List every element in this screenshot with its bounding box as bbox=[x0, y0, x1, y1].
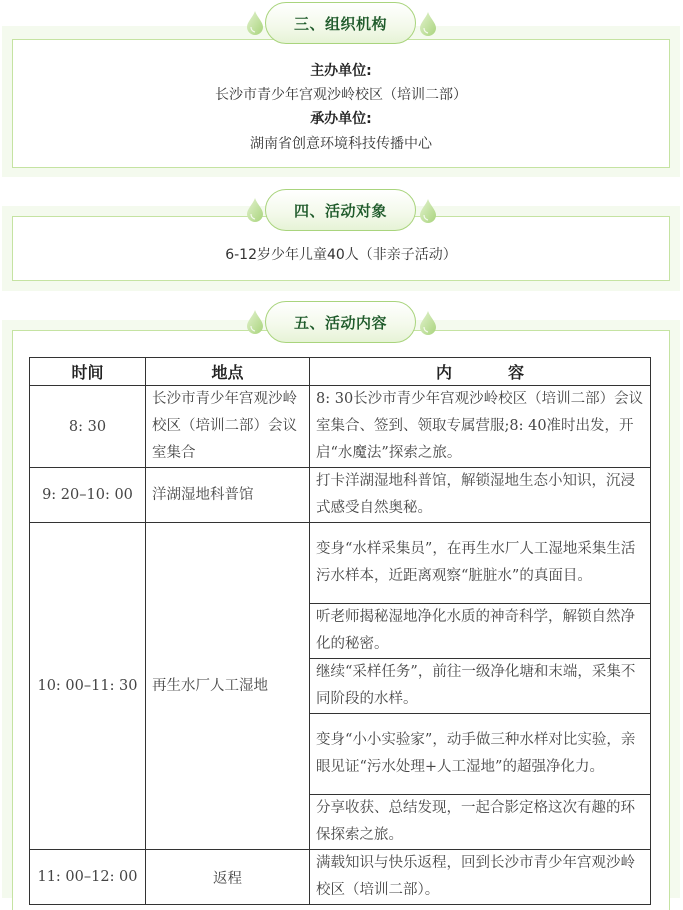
header-content bbox=[310, 358, 651, 386]
row-content: 8: 30长沙市青少年宫观沙岭校区（培训二部）会议室集合、签到、领取专属营服;8: 40准时出发，开启“水魔法”探索之旅。 bbox=[310, 386, 651, 468]
header-place: 地点 bbox=[146, 358, 310, 386]
section-title: 四、活动对象 bbox=[265, 189, 416, 231]
row-content: 打卡洋湖湿地科普馆，解锁湿地生态小知识，沉浸式感受自然奥秘。 bbox=[310, 468, 651, 523]
row-content: 分享收获、总结发现，一起合影定格这次有趣的环保探索之旅。 bbox=[310, 795, 651, 850]
droplet-icon bbox=[420, 311, 436, 335]
organizer-label: 承办单位: bbox=[310, 111, 372, 127]
row-time: 11: 00–12: 00 bbox=[30, 850, 146, 905]
header-content-a: 内 bbox=[435, 363, 452, 382]
section-title-badge bbox=[0, 189, 683, 235]
host-value: 长沙市青少年宫观沙岭校区（培训二部） bbox=[215, 87, 467, 103]
droplet-icon bbox=[420, 12, 436, 36]
table-row bbox=[30, 523, 651, 604]
droplet-icon bbox=[247, 310, 263, 334]
section-organization-box bbox=[12, 39, 670, 168]
host-label: 主办单位: bbox=[310, 63, 372, 79]
section-title-badge bbox=[0, 2, 683, 48]
row-content: 听老师揭秘湿地净化水质的神奇科学，解锁自然净化的秘密。 bbox=[310, 604, 651, 659]
row-content: 满载知识与快乐返程，回到长沙市青少年宫观沙岭校区（培训二部）。 bbox=[310, 850, 651, 905]
participants-text: 6-12岁少年儿童40人（非亲子活动） bbox=[225, 247, 457, 263]
row-time: 10: 00–11: 30 bbox=[30, 523, 146, 850]
table-row bbox=[30, 468, 651, 523]
table-header-row bbox=[30, 358, 651, 386]
row-content: 变身“小小实验家”，动手做三种水样对比实验，亲眼见证“污水处理+人工湿地”的超强净化力。 bbox=[310, 714, 651, 795]
row-time: 9: 20–10: 00 bbox=[30, 468, 146, 523]
row-place: 洋湖湿地科普馆 bbox=[146, 468, 310, 523]
section-title: 三、组织机构 bbox=[265, 2, 416, 44]
row-content: 变身“水样采集员”，在再生水厂人工湿地采集生活污水样本，近距离观察“脏脏水”的真面目。 bbox=[310, 523, 651, 604]
row-content: 继续“采样任务”，前往一级净化塘和末端，采集不同阶段的水样。 bbox=[310, 659, 651, 714]
schedule-table bbox=[29, 357, 651, 905]
droplet-icon bbox=[247, 198, 263, 222]
section-organization bbox=[2, 26, 680, 177]
table-row bbox=[30, 850, 651, 905]
header-content-b: 容 bbox=[508, 363, 525, 382]
section-title-badge bbox=[0, 301, 683, 347]
header-time: 时间 bbox=[30, 358, 146, 386]
row-place: 长沙市青少年宫观沙岭校区（培训二部）会议室集合 bbox=[146, 386, 310, 468]
droplet-icon bbox=[420, 199, 436, 223]
row-place: 返程 bbox=[146, 850, 310, 905]
section-title: 五、活动内容 bbox=[265, 301, 416, 343]
organizer-value: 湖南省创意环境科技传播中心 bbox=[250, 136, 432, 152]
row-place: 再生水厂人工湿地 bbox=[146, 523, 310, 850]
droplet-icon bbox=[247, 11, 263, 35]
table-row bbox=[30, 386, 651, 468]
row-time: 8: 30 bbox=[30, 386, 146, 468]
